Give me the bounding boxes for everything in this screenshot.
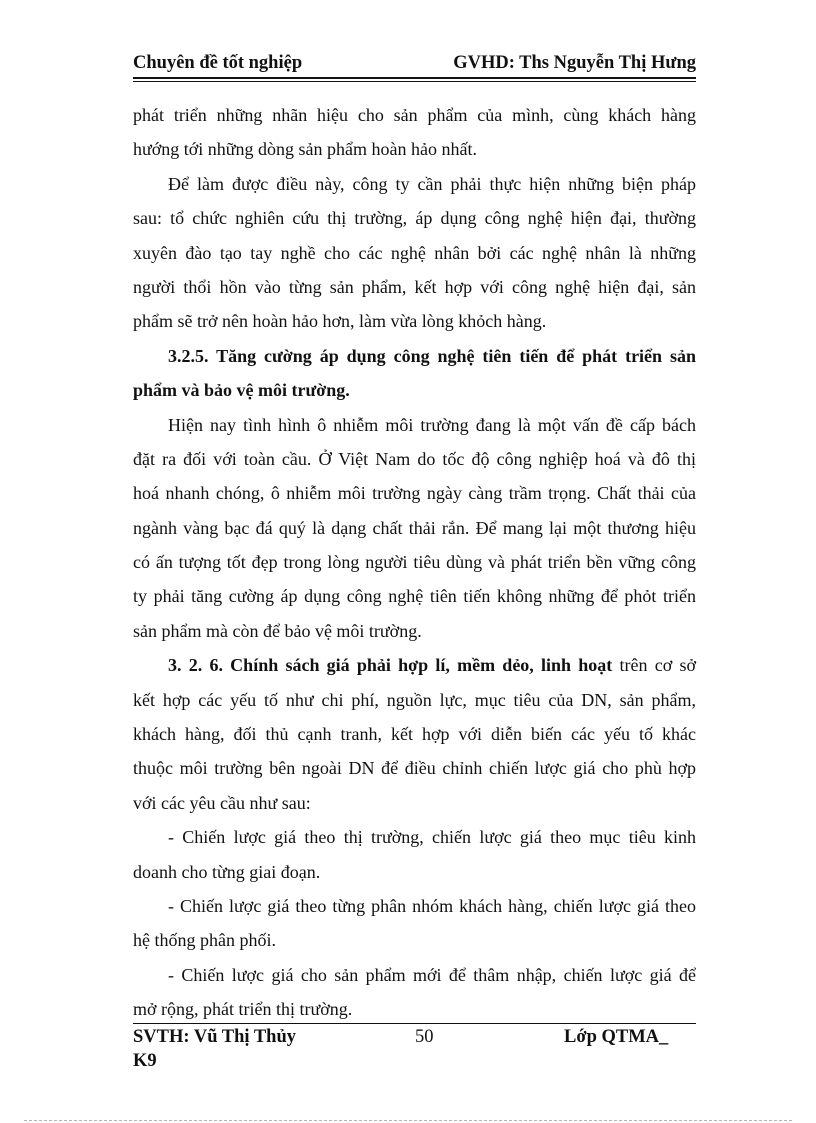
paragraph-line [133,648,696,682]
section-heading-inline: 3. 2. 6. Chính sách giá phải hợp lí, mềm dẻo, linh hoạt [168,655,613,676]
bullet-line: - Chiến lược giá theo thị trường, chiến lược giá theo mục tiêu kinh [168,827,696,848]
header-rule-thin [133,81,696,82]
paragraph-line: với các yêu cầu như sau: [133,792,311,813]
paragraph-line: phát triển những nhãn hiệu cho sản phẩm của mình, cùng khách hàng [133,105,696,125]
paragraph-line: xuyên đào tạo tay nghề cho các nghệ nhân bởi các nghệ nhân là những [133,242,696,263]
footer-class-suffix: K9 [133,1051,157,1071]
bullet-line: - Chiến lược giá cho sản phẩm mới để thâm nhập, chiến lược giá để [168,964,696,985]
footer-rule [133,1023,696,1024]
page-header [133,53,696,77]
paragraph-line: khách hàng, đối thủ cạnh tranh, kết hợp với diễn biến các yếu tố khác [133,724,696,745]
paragraph-line: người thổi hồn vào từng sản phẩm, kết hợp với công nghệ hiện đại, sản [133,276,696,297]
header-advisor: GVHD: Ths Nguyễn Thị Hưng [453,53,696,73]
paragraph-line: thuộc môi trường bên ngoài DN để điều chỉnh chiến lược giá cho phù hợp [133,758,696,779]
body-text [133,98,696,1027]
section-heading: 3.2.5. Tăng cường áp dụng công nghệ tiên tiến để phát triển sản [168,345,696,366]
footer-class: Lớp QTMA_ [564,1027,669,1047]
header-title: Chuyên đề tốt nghiệp [133,53,303,73]
bullet-line: - Chiến lược giá theo từng phân nhóm khách hàng, chiến lược giá theo [168,895,696,916]
paragraph-line: hoá nhanh chóng, ô nhiễm môi trường ngày càng trầm trọng. Chất thải của [133,483,696,504]
paragraph-line: có ấn tượng tốt đẹp trong lòng người tiêu dùng và phát triển bền vững công [133,552,696,573]
section-heading: phẩm và bảo vệ môi trường. [133,380,350,401]
header-rule [133,77,696,79]
bullet-line: hệ thống phân phối. [133,930,276,951]
bullet-line: doanh cho từng giai đoạn. [133,861,321,882]
page-footer [133,1027,696,1077]
paragraph-line: sau: tổ chức nghiên cứu thị trường, áp dụng công nghệ hiện đại, thường [133,208,696,229]
page-number: 50 [415,1027,434,1047]
paragraph-line: Để làm được điều này, công ty cần phải thực hiện những biện pháp [168,173,696,194]
footer-student: SVTH: Vũ Thị Thủy [133,1027,296,1047]
paragraph-line: ty phải tăng cường áp dụng công nghệ tiên tiến không những để phỏt triển [133,586,696,607]
paragraph-line: ngành vàng bạc đá quý là dạng chất thải rắn. Để mang lại một thương hiệu [133,517,696,538]
paragraph-line: kết hợp các yếu tố như chi phí, nguồn lực, mục tiêu của DN, sản phẩm, [133,689,696,710]
paragraph-text: trên cơ sở [612,655,696,676]
page-break-line [24,1120,792,1121]
bullet-line: mở rộng, phát triển thị trường. [133,999,353,1020]
paragraph-line: Hiện nay tình hình ô nhiễm môi trường đang là một vấn đề cấp bách [168,414,696,435]
paragraph-line: hướng tới những dòng sản phẩm hoàn hảo nhất. [133,139,478,160]
paragraph-line: đặt ra đối với toàn cầu. Ở Việt Nam do tốc độ công nghiệp hoá và đô thị [133,448,696,469]
paragraph-line: phẩm sẽ trở nên hoàn hảo hơn, làm vừa lòng khỏch hàng. [133,311,547,332]
paragraph-line: sản phẩm mà còn để bảo vệ môi trường. [133,620,422,641]
